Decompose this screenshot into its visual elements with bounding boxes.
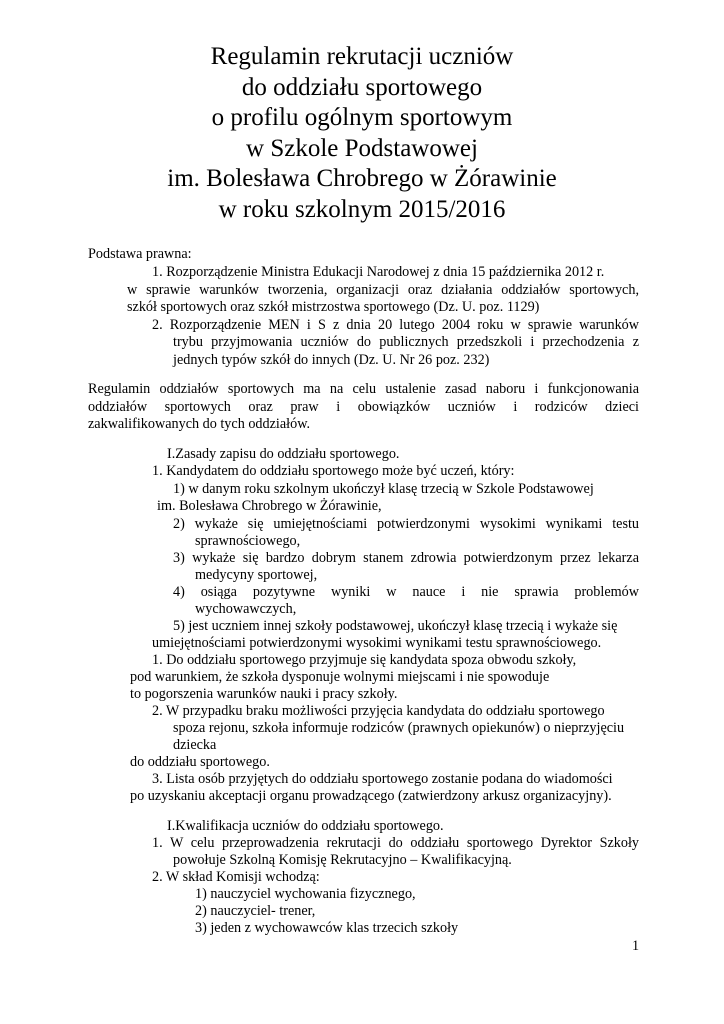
intro-paragraph: oddziałów sportowych oraz praw i obowiązków uczniów i rodziców dzieci [88,399,639,415]
list-item: pod warunkiem, że szkoła dysponuje wolnymi miejscami i nie spowoduje [130,669,550,685]
list-item: 3) jeden z wychowawców klas trzecich szkoły [195,920,459,936]
list-item: 1. W celu przeprowadzenia rekrutacji do oddziału sportowego Dyrektor Szkoły [152,835,639,851]
list-item: 3) wykaże się bardzo dobrym stanem zdrowia potwierdzonym przez lekarza [173,550,639,566]
page-number: 1 [632,938,640,954]
legal-basis-label: Podstawa prawna: [88,246,192,262]
section-heading: I.Zasady zapisu do oddziału sportowego. [167,446,400,462]
intro-paragraph: zakwalifikowanych do tych oddziałów. [88,416,311,432]
title-line: w roku szkolnym 2015/2016 [218,195,506,223]
list-item: medycyny sportowej, [195,567,318,583]
title-line: w Szkole Podstawowej [246,134,478,162]
legal-basis-item: trybu przyjmowania uczniów do publicznych przedszkoli i przechodzenia z [173,334,639,350]
title-line: Regulamin rekrutacji uczniów [210,43,514,70]
list-item: 1) w danym roku szkolnym ukończył klasę trzecią w Szkole Podstawowej [173,481,594,497]
intro-paragraph: Regulamin oddziałów sportowych ma na celu ustalenie zasad naboru i funkcjonowania [88,381,639,397]
list-item: dziecka [173,737,217,753]
document-title [0,42,724,226]
list-item: 2) nauczyciel- trener, [195,903,316,919]
legal-basis-item: szkół sportowych oraz szkół mistrzostwa sportowego (Dz. U. poz. 1129) [127,299,540,315]
title-line: im. Bolesława Chrobrego w Żórawinie [167,165,557,193]
list-item: im. Bolesława Chrobrego w Żórawinie, [157,498,382,514]
list-item: do oddziału sportowego. [130,754,270,770]
list-item: spoza rejonu, szkoła informuje rodziców (prawnych opiekunów) o nieprzyjęciu [173,720,625,736]
list-item: powołuje Szkolną Komisję Rekrutacyjno – Kwalifikacyjną. [173,852,512,868]
list-item: 1. Kandydatem do oddziału sportowego może być uczeń, który: [152,463,515,479]
title-line: do oddziału sportowego [241,73,483,101]
list-item: 2. W skład Komisji wchodzą: [152,869,320,885]
list-item: po uzyskaniu akceptacji organu prowadzącego (zatwierdzony arkusz organizacyjny). [130,788,612,804]
list-item: 2. W przypadku braku możliwości przyjęcia kandydata do oddziału sportowego [152,703,605,719]
legal-basis-item: 1. Rozporządzenie Ministra Edukacji Narodowej z dnia 15 października 2012 r. [152,264,605,280]
list-item: 1) nauczyciel wychowania fizycznego, [195,886,416,902]
list-item: 2) wykaże się umiejętnościami potwierdzonymi wysokimi wynikami testu [173,516,639,532]
legal-basis-item: 2. Rozporządzenie MEN i S z dnia 20 lutego 2004 roku w sprawie warunków [152,317,639,333]
list-item: 1. Do oddziału sportowego przyjmuje się kandydata spoza obwodu szkoły, [152,652,577,668]
legal-basis-item: w sprawie warunków tworzenia, organizacji oraz działania oddziałów sportowych, [127,282,639,298]
list-item: to pogorszenia warunków nauki i pracy szkoły. [130,686,398,702]
list-item: 3. Lista osób przyjętych do oddziału sportowego zostanie podana do wiadomości [152,771,613,787]
list-item: wychowawczych, [195,601,297,617]
legal-basis-item: jednych typów szkół do innych (Dz. U. Nr 26 poz. 232) [173,352,490,368]
list-item: 5) jest uczniem innej szkoły podstawowej, ukończył klasę trzecią i wykaże się [173,618,618,634]
title-line: o profilu ogólnym sportowym [211,104,513,132]
list-item: sprawnościowego, [195,533,301,549]
list-item: umiejętnościami potwierdzonymi wysokimi wynikami testu sprawnościowego. [152,635,602,651]
section-heading: I.Kwalifikacja uczniów do oddziału sportowego. [167,818,444,834]
list-item: 4) osiąga pozytywne wyniki w nauce i nie sprawia problemów [173,584,639,600]
